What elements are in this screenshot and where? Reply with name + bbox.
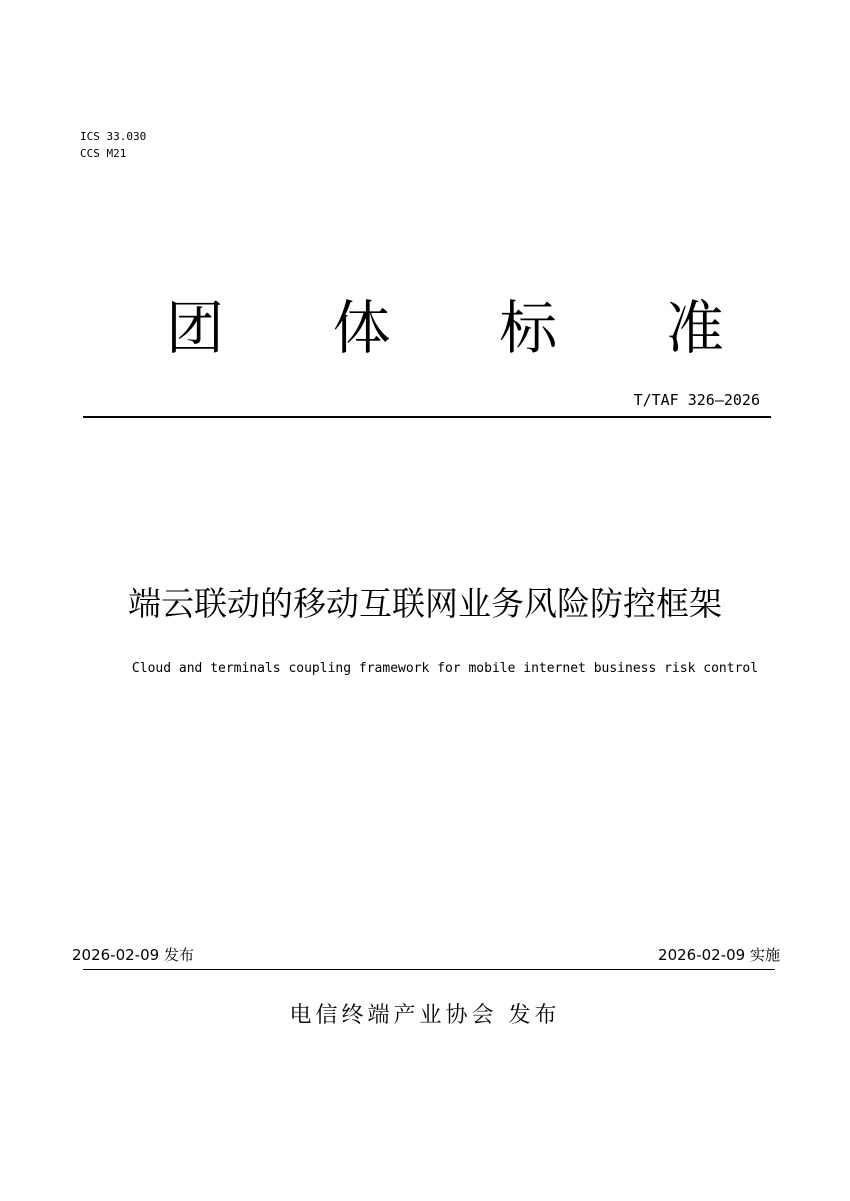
heading-char: 体 [332, 294, 391, 362]
publisher: 电信终端产业协会 发布 [289, 1003, 561, 1028]
heading-char: 团 [165, 294, 224, 362]
title-english: Cloud and terminals coupling framework for mobile internet business risk control [131, 661, 759, 676]
implementation-date: 2026-02-09 实施 [658, 946, 780, 964]
top-divider [83, 416, 771, 418]
heading-char: 标 [499, 294, 558, 362]
standard-type-heading [120, 288, 770, 368]
bottom-divider [83, 969, 775, 970]
classification-codes [80, 128, 146, 162]
ics-code: ICS 33.030 [80, 130, 147, 143]
heading-char: 准 [665, 294, 724, 362]
issue-date: 2026-02-09 发布 [72, 946, 194, 964]
ccs-code: CCS M21 [80, 147, 127, 160]
standard-number: T/TAF 326—2026 [633, 391, 760, 409]
title-chinese: 端云联动的移动互联网业务风险防控框架 [128, 584, 722, 623]
